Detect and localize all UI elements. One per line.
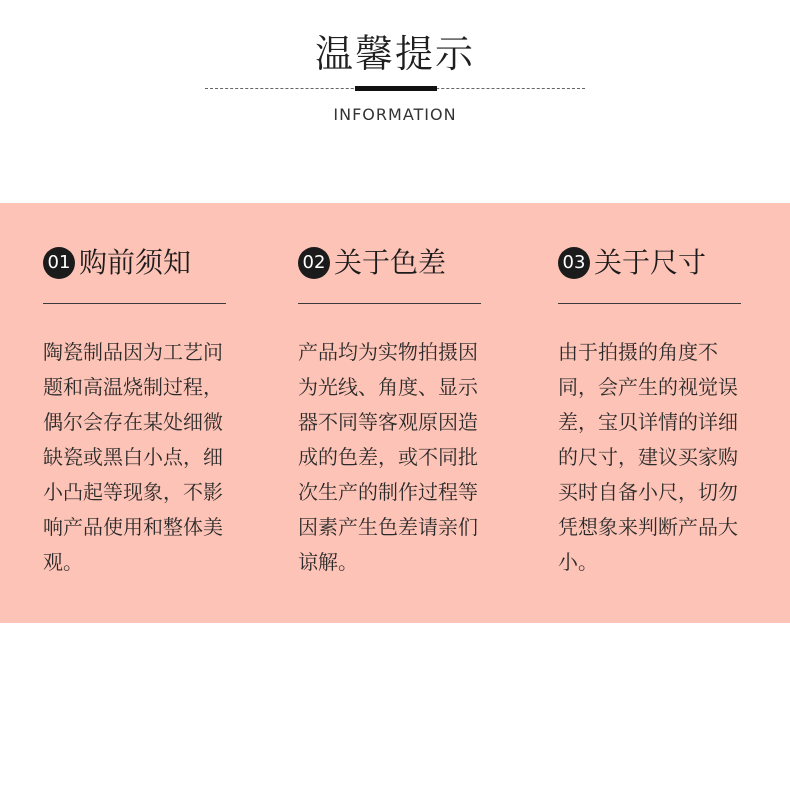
title-divider-bar — [355, 86, 437, 91]
section-rule — [298, 303, 481, 304]
section-body: 产品均为实物拍摄因为光线、角度、显示器不同等客观原因造成的色差，或不同批次生产的制作过程等因素产生色差请亲们谅解。 — [298, 340, 478, 574]
section-body: 陶瓷制品因为工艺问题和高温烧制过程，偶尔会存在某处细微缺瓷或黑白小点，细小凸起等现象，不影响产品使用和整体美观。 — [43, 340, 223, 574]
section-title: 关于色差 — [334, 246, 447, 279]
section-rule — [43, 303, 226, 304]
header — [0, 0, 790, 203]
section-rule — [558, 303, 741, 304]
section-title: 购前须知 — [79, 246, 192, 279]
section-body: 由于拍摄的角度不同，会产生的视觉误差，宝贝详情的详细的尺寸，建议买家购买时自备小尺，切勿凭想象来判断产品大小。 — [558, 340, 738, 574]
section-number-badge: 03 — [558, 247, 590, 279]
page-title: 温馨提示 — [314, 32, 475, 76]
section-heading — [298, 243, 446, 283]
section-title: 关于尺寸 — [594, 246, 707, 279]
page-subtitle: INFORMATION — [333, 105, 457, 124]
section-heading — [558, 243, 706, 283]
info-panel — [0, 203, 790, 623]
section-number-badge: 02 — [298, 247, 330, 279]
section-number-badge: 01 — [43, 247, 75, 279]
section-heading — [43, 243, 191, 283]
